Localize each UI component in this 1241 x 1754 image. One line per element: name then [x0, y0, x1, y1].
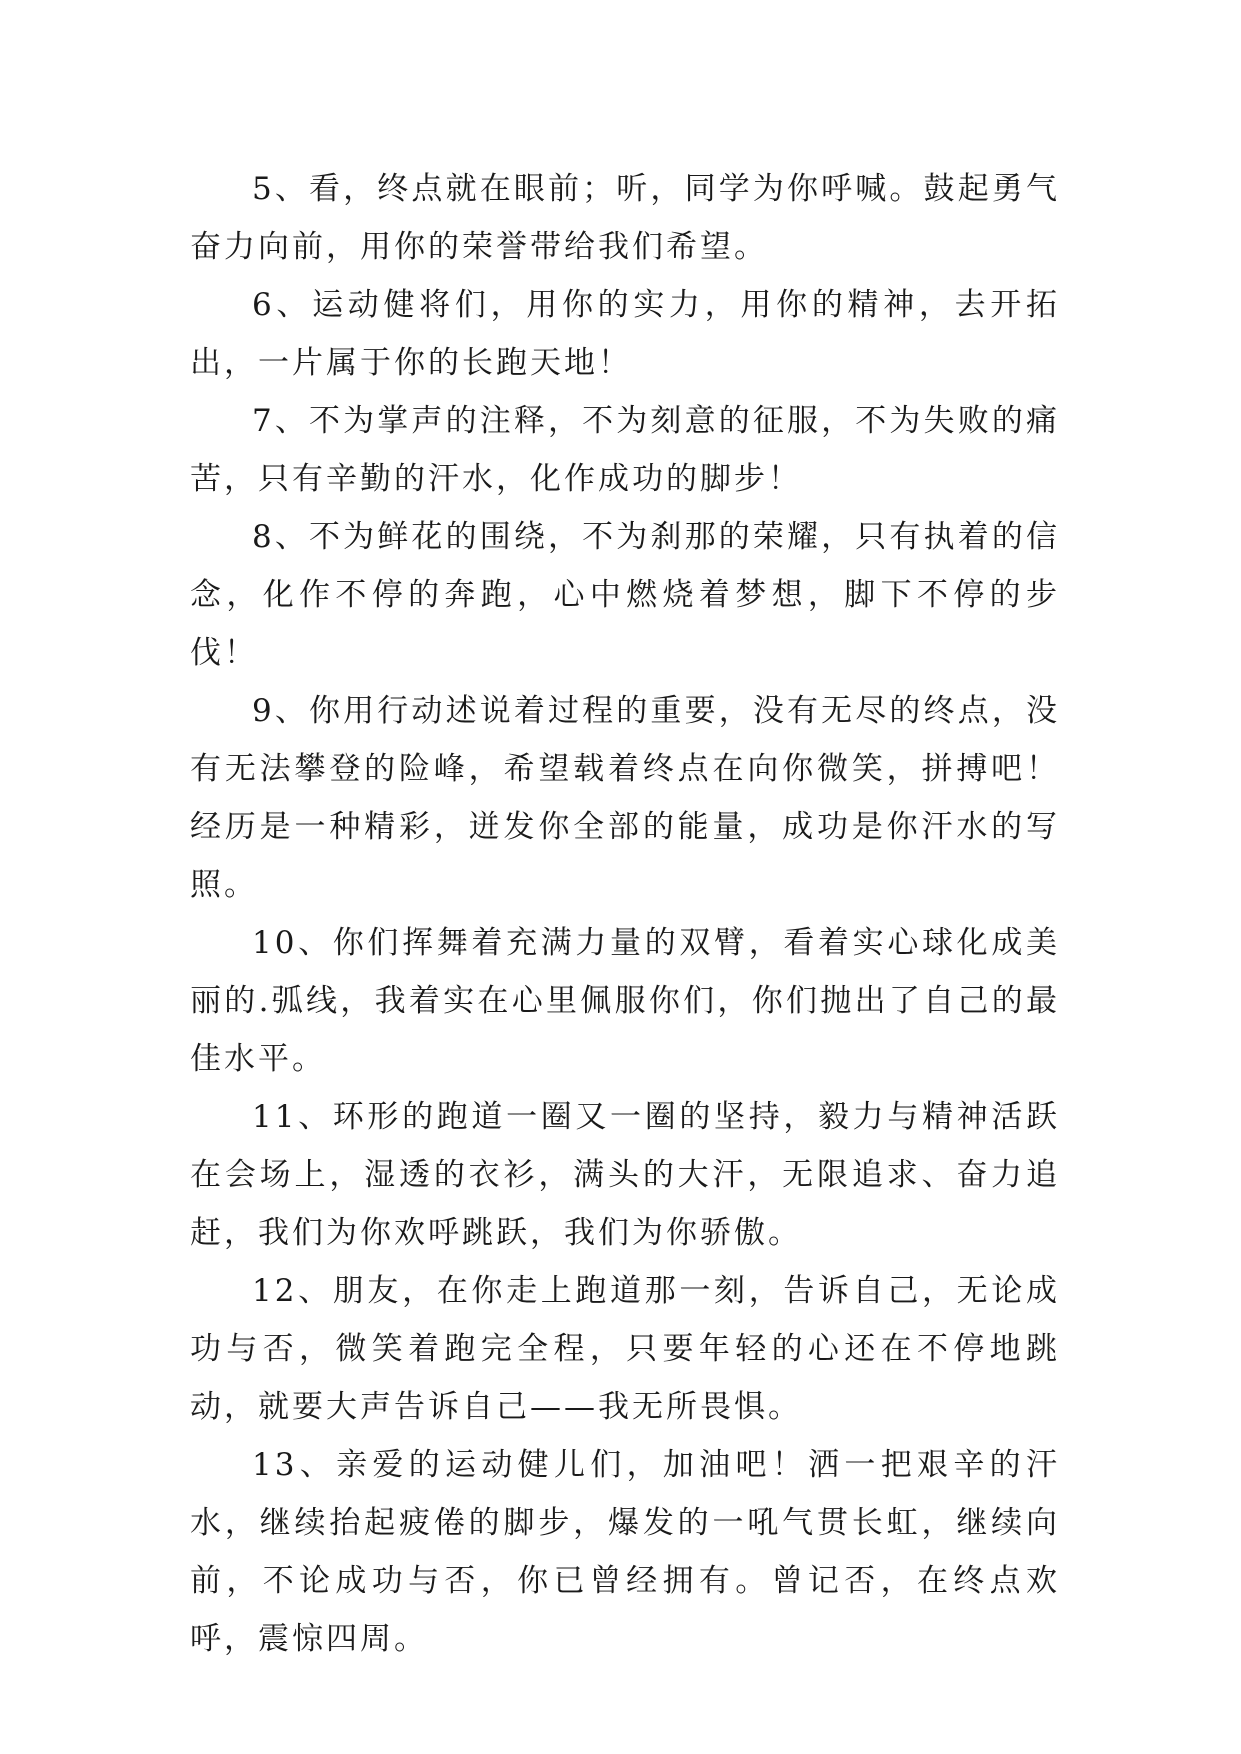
- paragraph-6: 6、运动健将们，用你的实力，用你的精神，去开拓出，一片属于你的长跑天地！: [190, 287, 1060, 381]
- paragraph-13: 13、亲爱的运动健儿们，加油吧！洒一把艰辛的汗水，继续抬起疲倦的脚步，爆发的一吼气贯长虹，继续向前，不论成功与否，你已曾经拥有。曾记否，在终点欢呼，震惊四周。: [190, 1447, 1060, 1657]
- paragraph-12: 12、朋友，在你走上跑道那一刻，告诉自己，无论成功与否，微笑着跑完全程，只要年轻的心还在不停地跳动，就要大声告诉自己——我无所畏惧。: [190, 1273, 1060, 1425]
- paragraph-5: 5、看，终点就在眼前；听，同学为你呼喊。鼓起勇气奋力向前，用你的荣誉带给我们希望。: [190, 171, 1060, 265]
- paragraph-7: 7、不为掌声的注释，不为刻意的征服，不为失败的痛苦，只有辛勤的汗水，化作成功的脚步！: [190, 403, 1060, 497]
- paragraph-10: 10、你们挥舞着充满力量的双臂，看着实心球化成美丽的.弧线，我着实在心里佩服你们，你们抛出了自己的最佳水平。: [190, 925, 1060, 1077]
- document-body: [190, 160, 1060, 1668]
- paragraph-11: 11、环形的跑道一圈又一圈的坚持，毅力与精神活跃在会场上，湿透的衣衫，满头的大汗，无限追求、奋力追赶，我们为你欢呼跳跃，我们为你骄傲。: [190, 1099, 1060, 1251]
- paragraph-8: 8、不为鲜花的围绕，不为刹那的荣耀，只有执着的信念，化作不停的奔跑，心中燃烧着梦想，脚下不停的步伐！: [190, 519, 1060, 671]
- paragraph-9: 9、你用行动述说着过程的重要，没有无尽的终点，没有无法攀登的险峰，希望载着终点在向你微笑，拼搏吧！经历是一种精彩，迸发你全部的能量，成功是你汗水的写照。: [190, 693, 1060, 903]
